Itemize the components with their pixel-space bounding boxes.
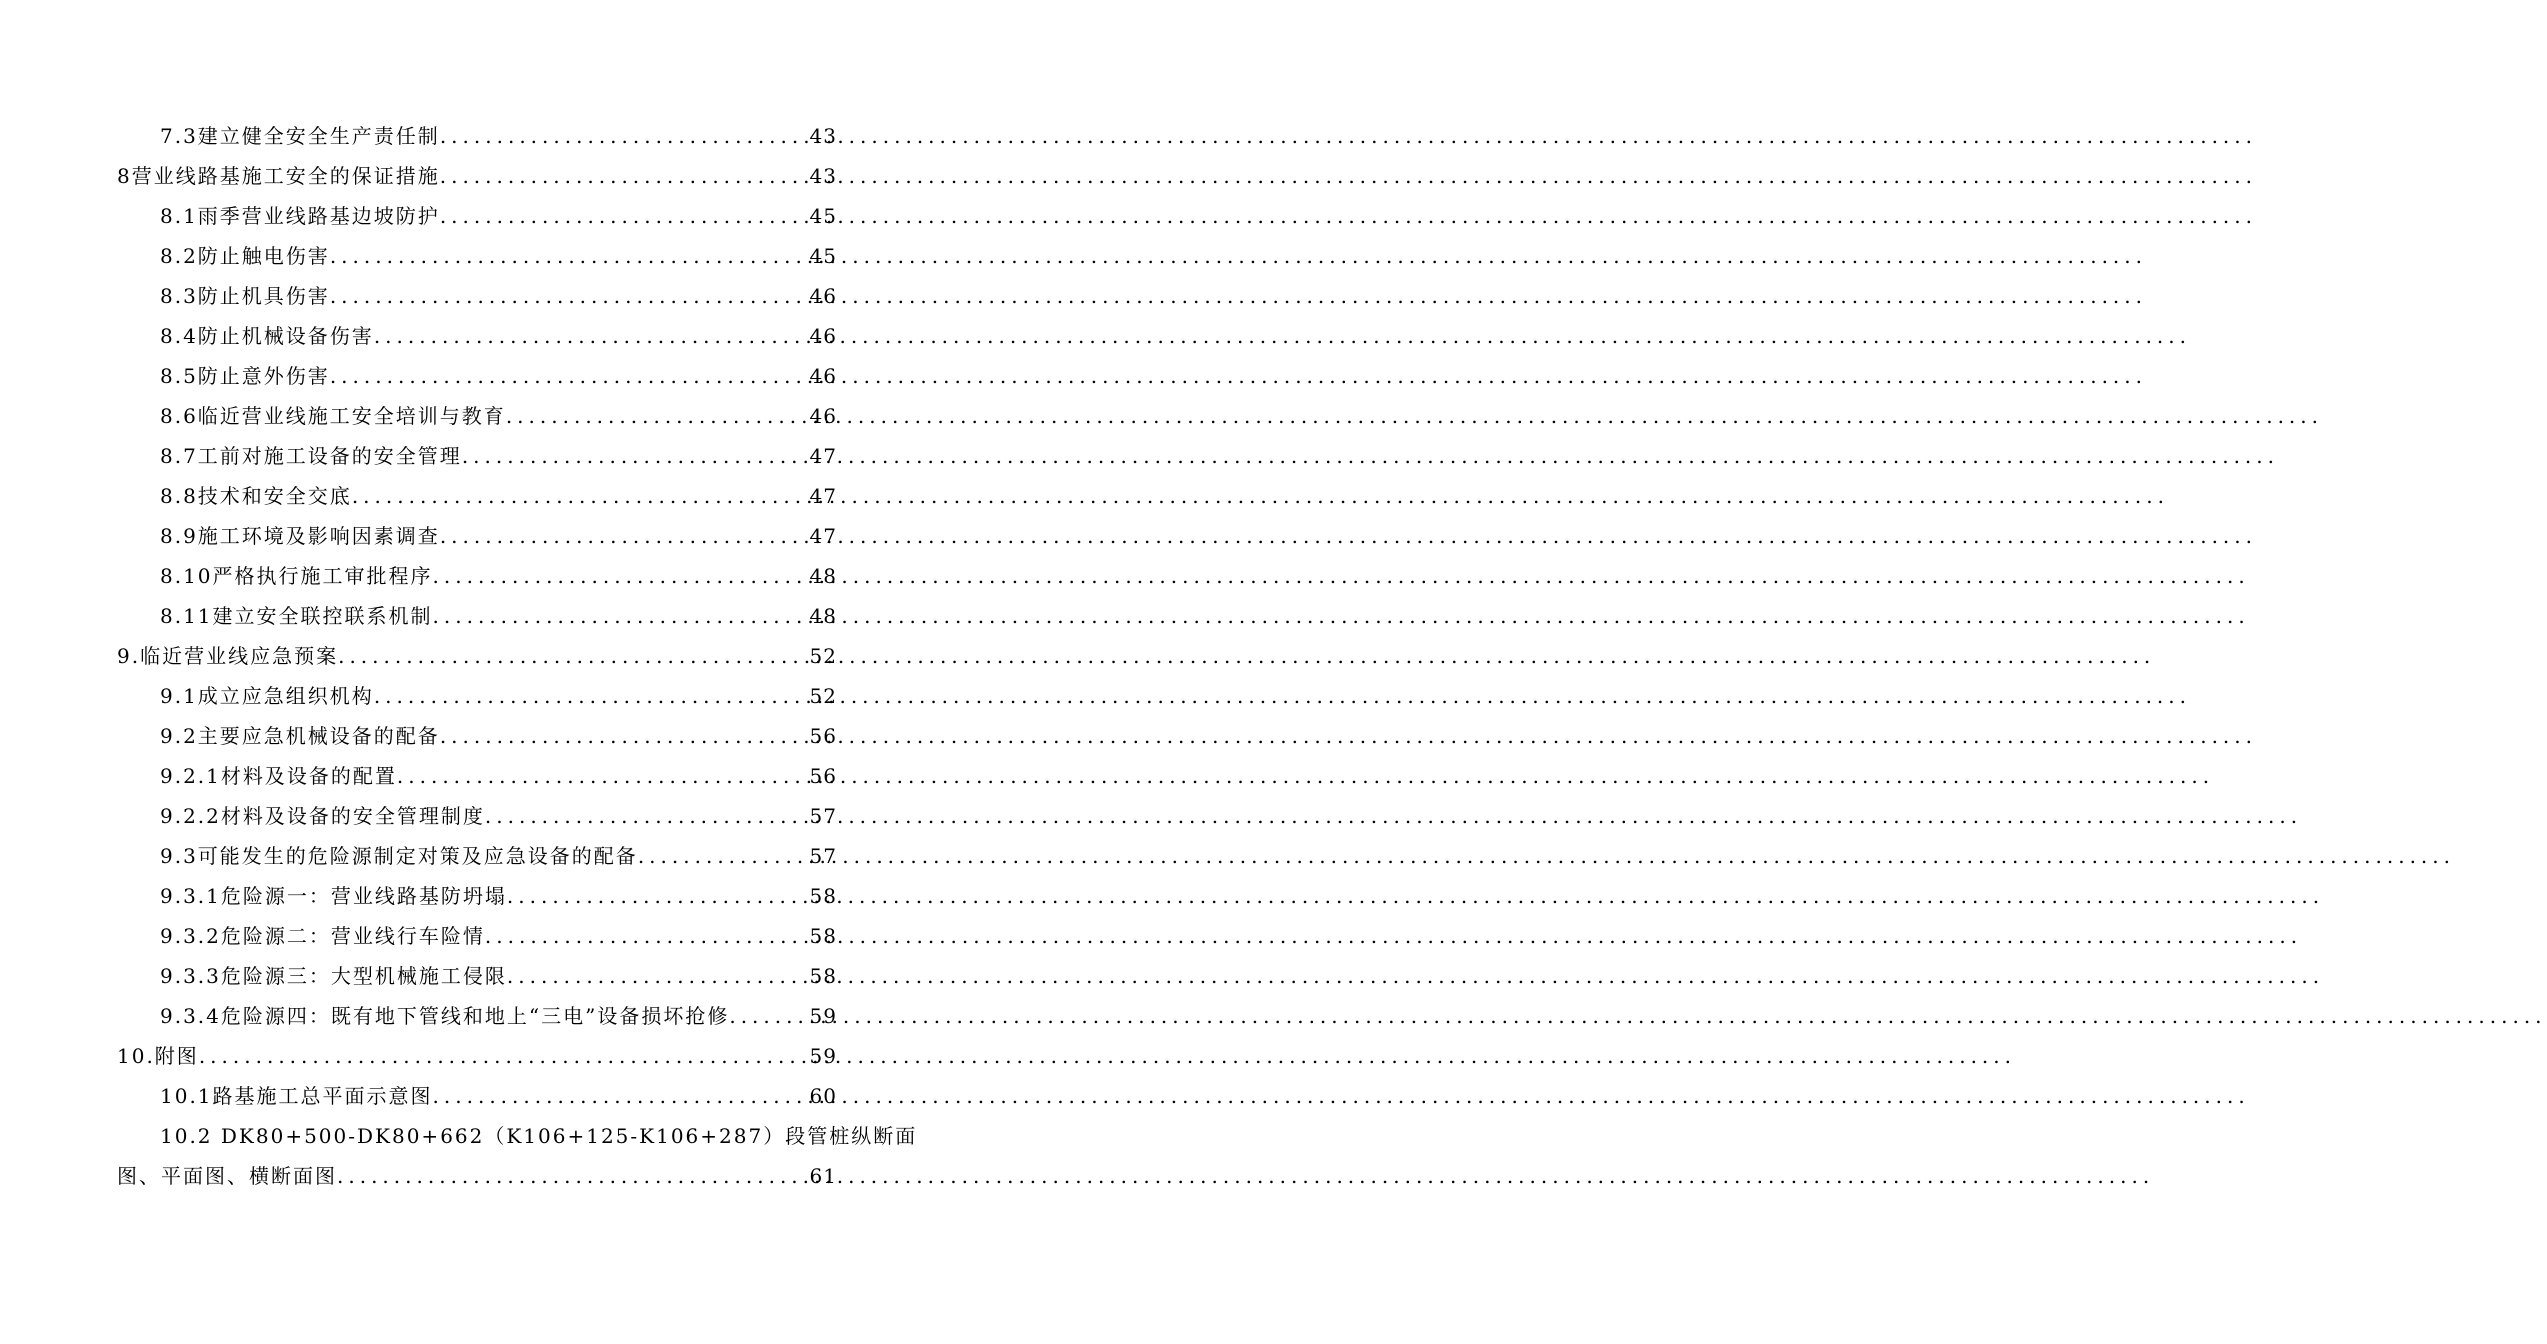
toc-entry-page-number: 46	[809, 324, 837, 348]
toc-entry-page-number: 47	[809, 524, 837, 548]
toc-entry-title: 7.3建立健全安全生产责任制	[160, 124, 440, 148]
toc-entry-title: 图、平面图、横断面图	[117, 1164, 337, 1188]
dot-leader	[330, 236, 808, 276]
toc-entry[interactable]	[117, 876, 837, 916]
toc-entry-page-number: 58	[809, 924, 837, 948]
dot-leader	[374, 676, 808, 716]
toc-entry-title: 9.3可能发生的危险源制定对策及应急设备的配备	[160, 844, 638, 868]
toc-entry[interactable]	[117, 516, 837, 556]
toc-entry[interactable]	[117, 396, 837, 436]
toc-entry[interactable]	[117, 1076, 837, 1116]
toc-entry-page-number: 59	[809, 1004, 837, 1028]
dot-leader	[729, 996, 807, 1036]
toc-entry-page-number: 48	[809, 604, 837, 628]
toc-entry-wrapped-line1[interactable]: 10.2 DK80+500-DK80+662（K106+125-K106+287）段管桩纵断面	[160, 1124, 918, 1148]
toc-entry[interactable]	[117, 156, 837, 196]
toc-entry-title: 8.8技术和安全交底	[160, 484, 352, 508]
dot-leader	[433, 596, 808, 636]
dot-leader	[330, 356, 808, 396]
toc-entry-page-number: 56	[809, 724, 837, 748]
toc-entry-page-number: 56	[809, 764, 837, 788]
dot-leader	[352, 476, 808, 516]
toc-entry[interactable]	[117, 956, 837, 996]
toc-entry[interactable]	[117, 836, 837, 876]
toc-entry[interactable]	[117, 196, 837, 236]
toc-entry-page-number: 59	[809, 1044, 837, 1068]
toc-entry-page-number: 46	[809, 364, 837, 388]
toc-entry[interactable]	[117, 916, 837, 956]
toc-entry[interactable]	[117, 116, 837, 156]
toc-entry-page-number: 45	[809, 244, 837, 268]
toc-entry-page-number: 61	[809, 1164, 837, 1188]
dot-leader	[433, 556, 808, 596]
toc-entry[interactable]	[117, 476, 837, 516]
toc-entry-title: 8营业线路基施工安全的保证措施	[117, 164, 440, 188]
dot-leader	[433, 1076, 808, 1116]
toc-entry[interactable]	[117, 316, 837, 356]
dot-leader	[330, 276, 808, 316]
toc-entry-page-number: 52	[809, 644, 837, 668]
toc-entry-page-number: 46	[809, 284, 837, 308]
toc-entry-page-number: 43	[809, 124, 837, 148]
toc-entry[interactable]	[117, 236, 837, 276]
toc-entry-page-number: 43	[809, 164, 837, 188]
toc-entry-title: 9.临近营业线应急预案	[117, 644, 339, 668]
dot-leader	[507, 876, 808, 916]
dot-leader	[462, 436, 808, 476]
toc-entry-page-number: 58	[809, 884, 837, 908]
toc-entry-title: 8.9施工环境及影响因素调查	[160, 524, 440, 548]
toc-entry-title: 9.2.2材料及设备的安全管理制度	[160, 804, 485, 828]
toc-entry-title: 8.6临近营业线施工安全培训与教育	[160, 404, 506, 428]
toc-entry-page-number: 52	[809, 684, 837, 708]
dot-leader	[485, 796, 808, 836]
dot-leader	[440, 116, 808, 156]
dot-leader	[199, 1036, 808, 1076]
dot-leader	[440, 196, 808, 236]
toc-entry[interactable]	[117, 596, 837, 636]
toc-entry-title: 8.3防止机具伤害	[160, 284, 330, 308]
dot-leader	[440, 716, 808, 756]
dot-leader	[638, 836, 808, 876]
toc-entry-title: 8.4防止机械设备伤害	[160, 324, 374, 348]
dot-leader	[440, 516, 808, 556]
toc-entry[interactable]	[117, 636, 837, 676]
toc-entry-page-number: 48	[809, 564, 837, 588]
toc-entry-page-number: 58	[809, 964, 837, 988]
toc-entry-title: 9.3.4危险源四：既有地下管线和地上“三电”设备损坏抢修	[160, 1004, 730, 1028]
toc-entry[interactable]	[117, 276, 837, 316]
dot-leader	[440, 156, 808, 196]
toc-entry-wrapped-line2[interactable]	[117, 1156, 837, 1196]
dot-leader	[374, 316, 808, 356]
toc-entry[interactable]	[117, 996, 837, 1036]
toc-entry-page-number: 47	[809, 484, 837, 508]
toc-entry-title: 9.1成立应急组织机构	[160, 684, 374, 708]
dot-leader	[506, 396, 808, 436]
toc-entry-page-number: 60	[809, 1084, 837, 1108]
toc-entry-page-number: 46	[809, 404, 837, 428]
toc-entry-title: 9.3.2危险源二：营业线行车险情	[160, 924, 485, 948]
toc-entry-page-number: 47	[809, 444, 837, 468]
toc-entry[interactable]	[117, 796, 837, 836]
toc-entry-page-number: 45	[809, 204, 837, 228]
dot-leader	[337, 1156, 808, 1196]
toc-entry-title: 10.附图	[117, 1044, 199, 1068]
dot-leader	[397, 756, 808, 796]
table-of-contents	[117, 116, 918, 1196]
toc-entry[interactable]	[117, 1036, 837, 1076]
toc-entry-page-number: 57	[809, 844, 837, 868]
toc-entry-page-number: 57	[809, 804, 837, 828]
toc-entry[interactable]	[117, 356, 837, 396]
dot-leader	[338, 636, 807, 676]
toc-entry[interactable]	[117, 556, 837, 596]
toc-entry-title: 8.1雨季营业线路基边坡防护	[160, 204, 440, 228]
toc-entry-title: 8.2防止触电伤害	[160, 244, 330, 268]
toc-entry-title: 8.10严格执行施工审批程序	[160, 564, 433, 588]
dot-leader	[485, 916, 808, 956]
toc-entry[interactable]	[117, 676, 837, 716]
toc-entry-title: 8.5防止意外伤害	[160, 364, 330, 388]
toc-entry[interactable]	[117, 756, 837, 796]
toc-entry-title: 9.3.3危险源三：大型机械施工侵限	[160, 964, 507, 988]
toc-entry-title: 8.11建立安全联控联系机制	[160, 604, 433, 628]
toc-entry-title: 9.2主要应急机械设备的配备	[160, 724, 440, 748]
toc-entry[interactable]	[117, 716, 837, 756]
toc-entry-title: 8.7工前对施工设备的安全管理	[160, 444, 462, 468]
toc-entry-title: 10.1路基施工总平面示意图	[160, 1084, 433, 1108]
dot-leader	[507, 956, 808, 996]
toc-entry-title: 9.3.1危险源一：营业线路基防坍塌	[160, 884, 507, 908]
toc-entry[interactable]	[117, 436, 837, 476]
toc-entry-title: 9.2.1材料及设备的配置	[160, 764, 397, 788]
